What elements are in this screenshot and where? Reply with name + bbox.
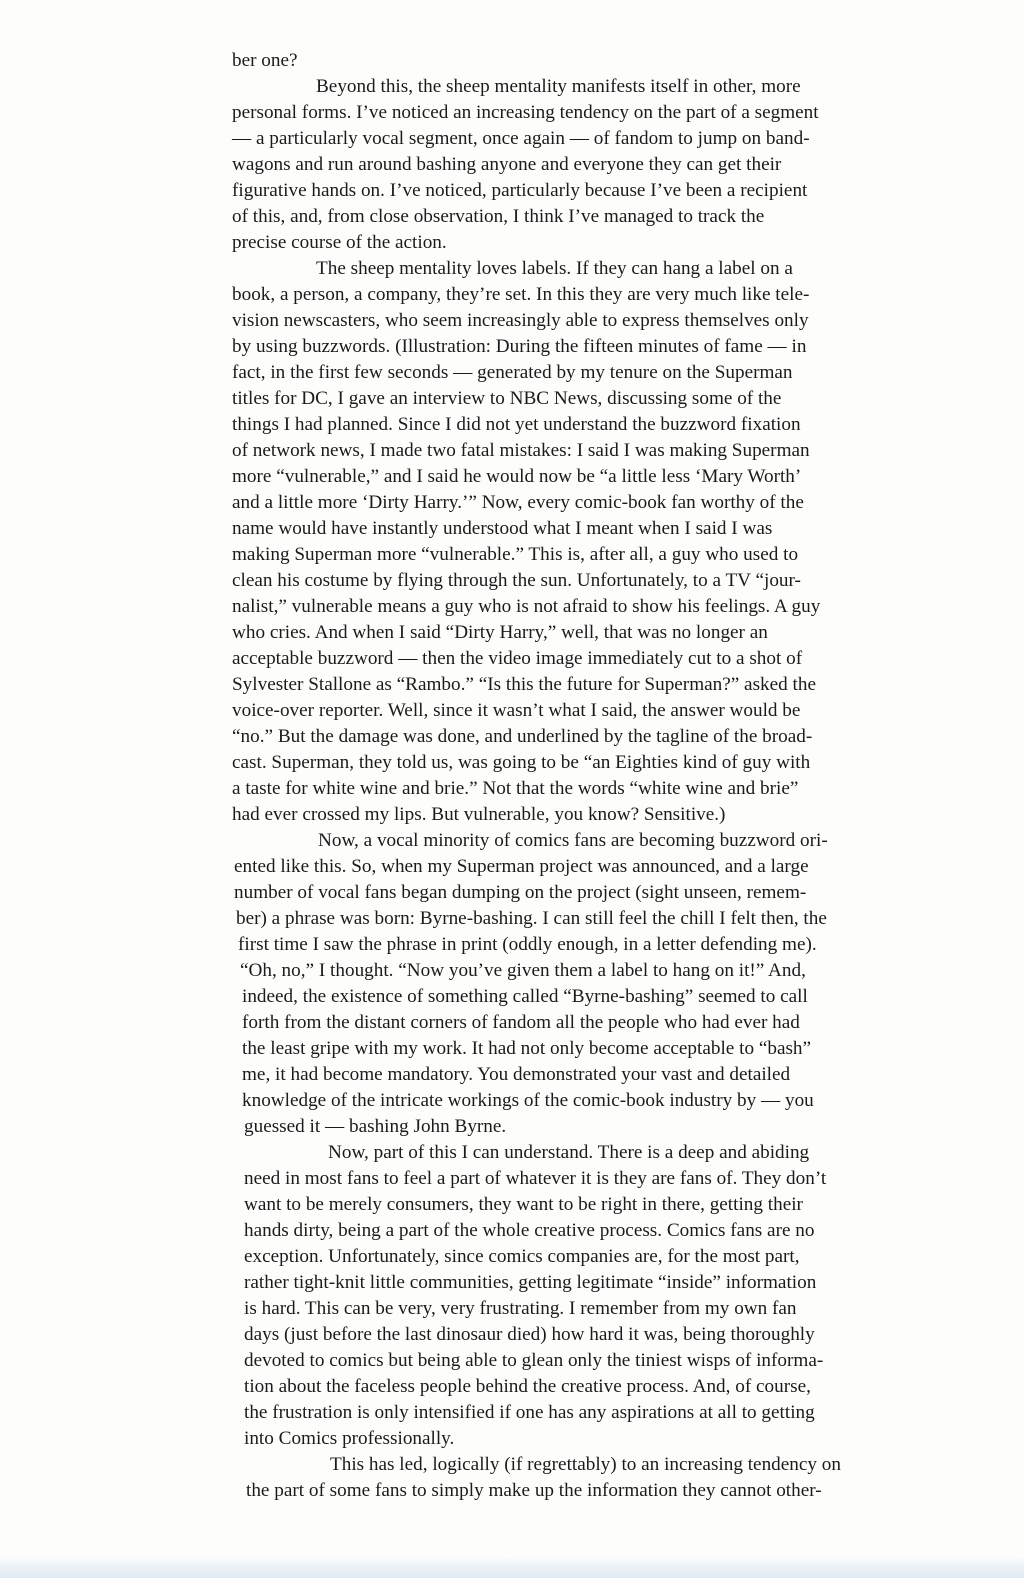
text-line: exception. Unfortunately, since comics companies are, for the most part, <box>244 1246 800 1267</box>
text-line: is hard. This can be very, very frustrating. I remember from my own fan <box>244 1298 797 1319</box>
text-line: Beyond this, the sheep mentality manifests itself in other, more <box>316 76 801 97</box>
text-line: more “vulnerable,” and I said he would now be “a little less ‘Mary Worth’ <box>232 466 802 487</box>
text-line: forth from the distant corners of fandom all the people who had ever had <box>242 1012 800 1033</box>
text-line: ber one? <box>232 50 298 71</box>
text-line: the frustration is only intensified if one has any aspirations at all to getting <box>244 1402 815 1423</box>
text-line: nalist,” vulnerable means a guy who is not afraid to show his feelings. A guy <box>232 596 821 617</box>
text-line: of this, and, from close observation, I think I’ve managed to track the <box>232 206 765 227</box>
text-line: Sylvester Stallone as “Rambo.” “Is this the future for Superman?” asked the <box>232 674 816 695</box>
text-line: tion about the faceless people behind the creative process. And, of course, <box>244 1376 811 1397</box>
text-line: days (just before the last dinosaur died) how hard it was, being thoroughly <box>244 1324 815 1345</box>
text-line: ented like this. So, when my Superman project was announced, and a large <box>234 856 809 877</box>
text-line: book, a person, a company, they’re set. In this they are very much like tele- <box>232 284 810 305</box>
text-line: “Oh, no,” I thought. “Now you’ve given them a label to hang on it!” And, <box>240 960 806 981</box>
text-line: Now, a vocal minority of comics fans are becoming buzzword ori- <box>318 830 828 851</box>
text-line: who cries. And when I said “Dirty Harry,” well, that was no longer an <box>232 622 768 643</box>
text-line: Now, part of this I can understand. There is a deep and abiding <box>328 1142 810 1163</box>
text-line: wagons and run around bashing anyone and everyone they can get their <box>232 154 782 175</box>
text-line: of network news, I made two fatal mistakes: I said I was making Superman <box>232 440 810 461</box>
text-line: ber) a phrase was born: Byrne-bashing. I can still feel the chill I felt then, the <box>236 908 827 929</box>
text-line: knowledge of the intricate workings of the comic-book industry by — you <box>242 1090 814 1111</box>
text-line: personal forms. I’ve noticed an increasing tendency on the part of a segment <box>232 102 819 123</box>
text-line: rather tight-knit little communities, getting legitimate “inside” information <box>244 1272 817 1293</box>
text-line: number of vocal fans began dumping on the project (sight unseen, remem- <box>234 882 807 903</box>
body-text <box>232 48 872 1504</box>
text-line: acceptable buzzword — then the video image immediately cut to a shot of <box>232 648 803 669</box>
text-line: had ever crossed my lips. But vulnerable, you know? Sensitive.) <box>232 804 726 825</box>
text-line: hands dirty, being a part of the whole creative process. Comics fans are no <box>244 1220 815 1241</box>
text-line: figurative hands on. I’ve noticed, particularly because I’ve been a recipient <box>232 180 808 201</box>
text-line: precise course of the action. <box>232 232 447 253</box>
text-line: and a little more ‘Dirty Harry.’” Now, every comic-book fan worthy of the <box>232 492 804 513</box>
text-line: guessed it — bashing John Byrne. <box>244 1116 507 1137</box>
text-line: a taste for white wine and brie.” Not that the words “white wine and brie” <box>232 778 799 799</box>
scan-edge <box>0 1556 1024 1578</box>
text-line: indeed, the existence of something called “Byrne-bashing” seemed to call <box>242 986 808 1007</box>
text-line: “no.” But the damage was done, and underlined by the tagline of the broad- <box>232 726 813 747</box>
text-line: This has led, logically (if regrettably) to an increasing tendency on <box>330 1454 841 1475</box>
text-line: want to be merely consumers, they want to be right in there, getting their <box>244 1194 803 1215</box>
text-line: voice-over reporter. Well, since it wasn’t what I said, the answer would be <box>232 700 801 721</box>
text-line: the part of some fans to simply make up the information they cannot other- <box>246 1480 822 1501</box>
text-line: cast. Superman, they told us, was going to be “an Eighties kind of guy with <box>232 752 811 773</box>
text-line: devoted to comics but being able to glean only the tiniest wisps of informa- <box>244 1350 824 1371</box>
text-line: the least gripe with my work. It had not only become acceptable to “bash” <box>242 1038 812 1059</box>
text-line: name would have instantly understood what I meant when I said I was <box>232 518 773 539</box>
text-line: first time I saw the phrase in print (oddly enough, in a letter defending me). <box>238 934 817 955</box>
text-line: me, it had become mandatory. You demonstrated your vast and detailed <box>242 1064 791 1085</box>
text-line: into Comics professionally. <box>244 1428 455 1449</box>
text-line: — a particularly vocal segment, once again — of fandom to jump on band- <box>232 128 810 149</box>
text-line: fact, in the first few seconds — generated by my tenure on the Superman <box>232 362 793 383</box>
text-line: things I had planned. Since I did not yet understand the buzzword fixation <box>232 414 801 435</box>
text-line: clean his costume by flying through the sun. Unfortunately, to a TV “jour- <box>232 570 801 591</box>
text-line: making Superman more “vulnerable.” This is, after all, a guy who used to <box>232 544 799 565</box>
text-line: vision newscasters, who seem increasingly able to express themselves only <box>232 310 809 331</box>
text-line: The sheep mentality loves labels. If they can hang a label on a <box>316 258 793 279</box>
text-line: titles for DC, I gave an interview to NBC News, discussing some of the <box>232 388 782 409</box>
text-line: by using buzzwords. (Illustration: During the fifteen minutes of fame — in <box>232 336 807 357</box>
text-line: need in most fans to feel a part of whatever it is they are fans of. They don’t <box>244 1168 827 1189</box>
